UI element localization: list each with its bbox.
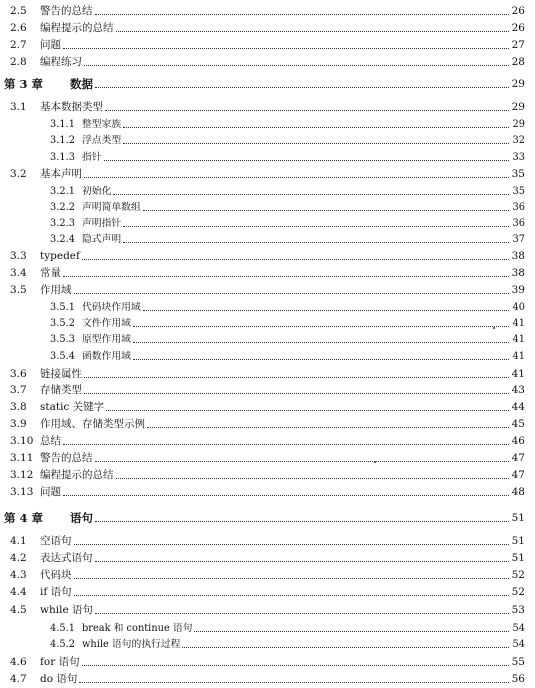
- page-number: 39: [511, 284, 525, 296]
- section-number: 3.5.1: [50, 302, 75, 313]
- dot-leader: [143, 309, 509, 311]
- page-number: 45: [511, 418, 525, 430]
- section-title: 警告的总结: [40, 5, 93, 17]
- page-number: 35: [511, 168, 525, 180]
- page-number: 38: [511, 267, 525, 279]
- dot-leader: [84, 64, 509, 66]
- dot-leader: [133, 358, 509, 360]
- dot-leader: [133, 341, 509, 343]
- page-number: 28: [511, 56, 525, 68]
- section-title: 链接属性: [40, 368, 82, 380]
- page-number: 40: [512, 302, 525, 313]
- section-number: 4.5.1: [50, 623, 75, 634]
- toc-entry: [0, 364, 535, 381]
- dot-leader: [95, 13, 510, 15]
- section-number: 3.2.3: [50, 218, 75, 229]
- page-number: 29: [511, 78, 525, 90]
- page-number: 27: [511, 39, 525, 51]
- page-number: 44: [511, 401, 525, 413]
- dot-leader: [105, 109, 509, 111]
- dot-leader: [143, 209, 509, 211]
- page-number: 41: [512, 318, 525, 329]
- section-title: 整型家族: [82, 119, 122, 130]
- page-number: 46: [511, 435, 525, 447]
- page-number: 55: [511, 656, 525, 668]
- section-number: 3.2.1: [50, 186, 75, 197]
- section-title: 隐式声明: [82, 234, 122, 245]
- dot-leader: [123, 241, 509, 243]
- toc-entry: [0, 130, 535, 147]
- section-title: 存储类型: [40, 384, 82, 396]
- toc-entry: [0, 329, 535, 346]
- page-number: 26: [511, 22, 525, 34]
- dot-leader: [84, 392, 509, 394]
- page-number: 32: [512, 135, 525, 146]
- section-number: 3.11: [10, 452, 34, 464]
- section-title: 语句: [70, 511, 93, 525]
- page-number: 47: [511, 452, 525, 464]
- section-title: 基本声明: [40, 168, 82, 180]
- section-number: 3.5.2: [50, 318, 75, 329]
- dot-leader: [74, 292, 510, 294]
- toc-entry: [0, 652, 535, 669]
- toc-entry: [0, 246, 535, 263]
- toc-entry: [0, 531, 535, 548]
- dot-leader: [123, 126, 509, 128]
- toc-entry: [0, 97, 535, 114]
- section-title: 原型作用域: [82, 334, 131, 345]
- dot-leader: [84, 176, 509, 178]
- toc-entry: [0, 465, 535, 482]
- section-title: 代码块作用域: [82, 302, 141, 313]
- section-number: 3.5.4: [50, 351, 75, 362]
- section-number: 第 4 章: [4, 511, 44, 525]
- page-number: 52: [511, 586, 525, 598]
- page-number: 38: [511, 250, 525, 262]
- section-number: 3.1: [10, 101, 27, 113]
- page-number: 54: [512, 639, 525, 650]
- toc-entry: [0, 414, 535, 431]
- toc-entry: [0, 565, 535, 582]
- page-number: 56: [511, 673, 525, 685]
- page-number: 51: [511, 535, 525, 547]
- toc-entry: [0, 229, 535, 246]
- scan-speck: [493, 327, 495, 329]
- section-title: 警告的总结: [40, 452, 93, 464]
- page-number: 29: [511, 101, 525, 113]
- dot-leader: [106, 409, 509, 411]
- dot-leader: [63, 275, 509, 277]
- toc-entry: [0, 52, 535, 69]
- toc-entry: [0, 280, 535, 297]
- section-number: 3.8: [10, 401, 27, 413]
- section-number: 4.3: [10, 569, 27, 581]
- dot-leader: [74, 594, 509, 596]
- toc-entry: [0, 263, 535, 280]
- section-number: 3.5.3: [50, 334, 75, 345]
- section-number: 3.9: [10, 418, 27, 430]
- page-number: 53: [511, 604, 525, 616]
- section-title: 声明简单数组: [82, 202, 141, 213]
- section-title: 编程提示的总结: [40, 22, 114, 34]
- toc-entry: [0, 397, 535, 414]
- dot-leader: [194, 630, 509, 632]
- dot-leader: [123, 225, 509, 227]
- section-title: 问题: [40, 486, 61, 498]
- page-number: 41: [511, 368, 525, 380]
- page-number: 41: [512, 334, 525, 345]
- section-number: 3.5: [10, 284, 27, 296]
- scan-speck: [374, 461, 376, 463]
- dot-leader: [63, 47, 509, 49]
- dot-leader: [116, 477, 510, 479]
- toc-entry: [0, 147, 535, 164]
- dot-leader: [147, 426, 509, 428]
- section-title: 总结: [40, 435, 61, 447]
- section-title: while 语句: [40, 604, 94, 616]
- section-title: 文件作用域: [82, 318, 131, 329]
- page-number: 36: [512, 202, 525, 213]
- section-number: 3.1.3: [50, 152, 75, 163]
- page-number: 43: [511, 384, 525, 396]
- section-title: 常量: [40, 267, 61, 279]
- section-title: 基本数据类型: [40, 101, 103, 113]
- section-number: 3.10: [10, 435, 34, 447]
- page-number: 41: [512, 351, 525, 362]
- page-number: 33: [512, 152, 525, 163]
- dot-leader: [95, 612, 509, 614]
- toc-entry: [0, 346, 535, 363]
- section-number: 3.12: [10, 469, 34, 481]
- dot-leader: [74, 543, 510, 545]
- section-title: 浮点类型: [82, 135, 122, 146]
- section-title: if 语句: [40, 586, 72, 598]
- section-number: 2.6: [10, 22, 27, 34]
- section-title: for 语句: [40, 656, 80, 668]
- page-number: 54: [512, 623, 525, 634]
- page-number: 29: [512, 119, 525, 130]
- section-number: 2.7: [10, 39, 27, 51]
- section-number: 3.1.2: [50, 135, 75, 146]
- section-title: 指针: [82, 152, 102, 163]
- dot-leader: [63, 494, 509, 496]
- toc-entry: [0, 313, 535, 330]
- dot-leader: [123, 142, 509, 144]
- section-title: typedef: [40, 250, 80, 262]
- page-number: 48: [511, 486, 525, 498]
- dot-leader: [95, 560, 510, 562]
- page-number: 36: [512, 218, 525, 229]
- section-number: 2.5: [10, 5, 27, 17]
- section-number: 3.7: [10, 384, 27, 396]
- toc-entry: [0, 18, 535, 35]
- section-title: 问题: [40, 39, 61, 51]
- page-number: 35: [512, 186, 525, 197]
- dot-leader: [82, 664, 509, 666]
- section-title: do 语句: [40, 673, 78, 685]
- section-title: 声明指针: [82, 218, 122, 229]
- section-number: 4.1: [10, 535, 27, 547]
- toc-entry: [0, 1, 535, 18]
- toc-entry: [0, 669, 535, 686]
- section-title: static 关键字: [40, 401, 105, 413]
- toc-entry: [0, 618, 535, 635]
- section-number: 4.7: [10, 673, 27, 685]
- toc-entry: [0, 297, 535, 314]
- toc-entry: [0, 164, 535, 181]
- toc-entry: [0, 600, 535, 617]
- dot-leader: [79, 681, 509, 683]
- section-number: 3.2.4: [50, 234, 75, 245]
- dot-leader: [74, 577, 510, 579]
- section-number: 3.4: [10, 267, 27, 279]
- dot-leader: [182, 646, 509, 648]
- toc-entry: [0, 197, 535, 214]
- dot-leader: [104, 159, 509, 161]
- page-number: 37: [512, 234, 525, 245]
- toc-entry: [0, 35, 535, 52]
- toc-chapter-entry: [0, 508, 535, 525]
- section-number: 4.5.2: [50, 639, 75, 650]
- toc-entry: [0, 431, 535, 448]
- toc-entry: [0, 482, 535, 499]
- section-title: while 语句的执行过程: [82, 639, 181, 650]
- section-title: 初始化: [82, 186, 112, 197]
- section-number: 4.4: [10, 586, 27, 598]
- section-number: 4.2: [10, 552, 27, 564]
- toc-entry: [0, 213, 535, 230]
- section-number: 3.3: [10, 250, 27, 262]
- dot-leader: [82, 258, 509, 260]
- page-number: 51: [511, 552, 525, 564]
- section-title: 编程提示的总结: [40, 469, 114, 481]
- section-title: 作用域: [40, 284, 72, 296]
- dot-leader: [133, 325, 509, 327]
- section-number: 4.5: [10, 604, 27, 616]
- section-number: 2.8: [10, 56, 27, 68]
- section-title: 空语句: [40, 535, 72, 547]
- page-number: 26: [511, 5, 525, 17]
- section-title: 作用域、存储类型示例: [40, 418, 145, 430]
- toc-entry: [0, 380, 535, 397]
- section-number: 3.6: [10, 368, 27, 380]
- section-number: 第 3 章: [4, 77, 44, 91]
- section-title: 函数作用域: [82, 351, 131, 362]
- section-title: 表达式语句: [40, 552, 93, 564]
- dot-leader: [63, 443, 509, 445]
- toc-entry: [0, 448, 535, 465]
- page-number: 47: [511, 469, 525, 481]
- section-number: 3.13: [10, 486, 34, 498]
- page-number: 52: [511, 569, 525, 581]
- toc-chapter-entry: [0, 74, 535, 91]
- dot-leader: [116, 30, 510, 32]
- toc-entry: [0, 114, 535, 131]
- section-number: 3.2: [10, 168, 27, 180]
- section-title: 编程练习: [40, 56, 82, 68]
- section-number: 3.1.1: [50, 119, 75, 130]
- section-number: 4.6: [10, 656, 27, 668]
- section-number: 3.2.2: [50, 202, 75, 213]
- section-title: break 和 continue 语句: [82, 623, 193, 634]
- dot-leader: [84, 376, 509, 378]
- section-title: 代码块: [40, 569, 72, 581]
- dot-leader: [95, 520, 509, 522]
- toc-entry: [0, 548, 535, 565]
- section-title: 数据: [70, 77, 93, 91]
- page-number: 51: [511, 512, 525, 524]
- toc-entry: [0, 582, 535, 599]
- toc-entry: [0, 181, 535, 198]
- dot-leader: [113, 193, 509, 195]
- dot-leader: [95, 460, 510, 462]
- dot-leader: [95, 86, 509, 88]
- toc-entry: [0, 634, 535, 651]
